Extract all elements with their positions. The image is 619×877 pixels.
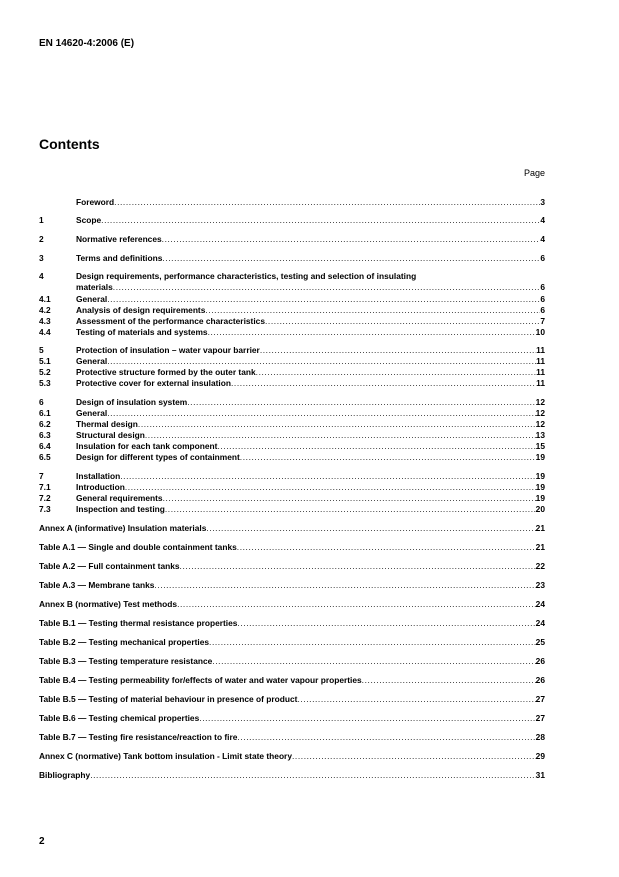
toc-entry[interactable] [39,504,545,515]
toc-entry[interactable] [39,751,545,762]
toc-entry-page: 10 [535,327,545,337]
toc-entry[interactable] [39,367,545,378]
toc-entry[interactable] [39,493,545,504]
toc-entry-number: 6.3 [39,430,51,440]
toc-entry-title: Design for different types of containment [76,452,240,462]
toc-entry-title: General [76,356,108,366]
toc-entry[interactable] [39,523,545,534]
toc-leader-dots [265,316,540,327]
toc-entry-number: 4.1 [39,294,51,304]
toc-entry-page: 11 [536,356,545,366]
toc-leader-dots [199,713,535,724]
toc-entry-title: General requirements [76,493,163,503]
toc-entry-page: 24 [535,618,545,628]
toc-entry-title: Normative references [76,234,162,244]
toc-entry-number: 5.1 [39,356,51,366]
toc-entry-title: Table B.2 — Testing mechanical properties [39,637,210,647]
toc-entry-title: General [76,294,108,304]
toc-entry-title: Table B.3 — Testing temperature resistance [39,656,213,666]
toc-entry[interactable] [39,441,545,452]
toc-entry-page: 6 [540,294,545,304]
toc-entry[interactable] [39,471,545,482]
toc-leader-dots [162,234,541,245]
toc-entry-title: Annex C (normative) Tank bottom insulation - Limit state theory [39,751,292,761]
toc-entry[interactable] [39,618,545,629]
toc-entry-page: 6 [540,305,545,315]
toc-entry-title: Table A.1 — Single and double containment tanks [39,542,237,552]
toc-entry[interactable] [39,234,545,245]
toc-leader-dots [107,408,535,419]
toc-entry[interactable] [39,656,545,667]
page-number: 2 [39,836,45,847]
toc-entry[interactable] [39,542,545,553]
toc-entry-number: 5.2 [39,367,51,377]
toc-leader-dots [205,305,540,316]
toc-entry-title: Annex A (informative) Insulation materials [39,523,207,533]
toc-entry[interactable] [39,305,545,316]
toc-entry-title: Table A.2 — Full containment tanks [39,561,180,571]
toc-entry-page: 12 [535,408,545,418]
toc-entry-title: Table B.1 — Testing thermal resistance properties [39,618,238,628]
toc-entry-title: Table B.5 — Testing of material behaviour in presence of product [39,694,298,704]
toc-entry-number: 6.2 [39,419,51,429]
toc-leader-dots [107,356,536,367]
toc-leader-dots [165,504,536,515]
toc-leader-dots [107,294,540,305]
toc-entry-title: Design of insulation system [76,397,188,407]
toc-leader-dots [120,471,535,482]
toc-leader-dots [209,637,536,648]
toc-entry-page: 27 [535,694,545,704]
toc-entry[interactable] [39,713,545,724]
toc-entry-page: 19 [535,452,545,462]
toc-entry-page: 20 [535,504,545,514]
toc-entry-page: 15 [535,441,545,451]
toc-entry-page: 28 [535,732,545,742]
toc-leader-dots [212,656,535,667]
toc-entry[interactable] [39,561,545,572]
toc-leader-dots [208,327,536,338]
toc-leader-dots [256,367,537,378]
toc-entry-page: 23 [535,580,545,590]
toc-entry-page: 6 [540,253,545,263]
toc-entry-title: Table A.3 — Membrane tanks [39,580,155,590]
toc-entry-title: Insulation for each tank component [76,441,218,451]
toc-leader-dots [163,493,536,504]
toc-entry[interactable] [39,580,545,591]
toc-entry-number: 6.4 [39,441,51,451]
toc-entry[interactable] [39,345,545,356]
toc-entry[interactable] [39,694,545,705]
toc-leader-dots [180,561,536,572]
toc-entry-title: Protective structure formed by the outer tank [76,367,256,377]
toc-entry-page: 19 [535,493,545,503]
toc-leader-dots [138,419,536,430]
toc-entry[interactable] [39,770,545,781]
toc-leader-dots [187,397,535,408]
toc-leader-dots [217,441,535,452]
toc-entry[interactable] [39,271,545,293]
toc-entry-title: Testing of materials and systems [76,327,208,337]
toc-entry[interactable] [39,675,545,686]
toc-leader-dots [240,452,536,463]
toc-entry[interactable] [39,452,545,463]
toc-entry[interactable] [39,430,545,441]
toc-entry[interactable] [39,482,545,493]
toc-entry-title-line1: Design requirements, performance characteristics, testing and selection of insulating [76,271,417,281]
toc-leader-dots [162,253,540,264]
toc-leader-dots [154,580,535,591]
toc-entry-title: General [76,408,108,418]
toc-entry-number: 7.1 [39,482,51,492]
toc-entry-page: 25 [535,637,545,647]
toc-entry[interactable] [39,637,545,648]
toc-leader-dots [260,345,536,356]
toc-entry[interactable] [39,215,545,226]
toc-entry-title: Structural design [76,430,145,440]
toc-entry-page: 26 [535,656,545,666]
toc-entry-page: 21 [535,523,545,533]
toc-entry[interactable] [39,356,545,367]
toc-entry-title: Annex B (normative) Test methods [39,599,178,609]
toc-entry-number: 5.3 [39,378,51,388]
toc-entry-page: 26 [535,675,545,685]
toc-entry-page: 11 [536,367,545,377]
toc-entry-title: Terms and definitions [76,253,163,263]
toc-entry-title: materials [76,282,113,292]
toc-entry-page: 4 [540,215,545,225]
toc-entry-title: Thermal design [76,419,138,429]
page-column-label: Page [523,168,545,178]
toc-entry[interactable] [39,378,545,389]
toc-entry-page: 12 [535,419,545,429]
toc-leader-dots [362,675,536,686]
toc-entry[interactable] [39,397,545,408]
document-id: EN 14620-4:2006 (E) [39,38,135,49]
toc-entry[interactable] [39,732,545,743]
toc-entry-number: 6 [39,397,44,407]
page-title: Contents [39,136,100,152]
toc-leader-dots [90,770,535,781]
toc-leader-dots [206,523,535,534]
toc-entry-page: 21 [535,542,545,552]
toc-entry-page: 13 [535,430,545,440]
toc-leader-dots [114,197,540,208]
toc-entry-page: 6 [540,282,545,292]
toc-leader-dots [125,482,536,493]
toc-leader-dots [237,732,535,743]
toc-entry[interactable] [39,253,545,264]
toc-entry-number: 6.1 [39,408,51,418]
toc-entry-number: 7 [39,471,44,481]
toc-entry-number: 1 [39,215,44,225]
toc-entry-title: Inspection and testing [76,504,165,514]
toc-entry-page: 22 [535,561,545,571]
toc-entry[interactable] [39,316,545,327]
toc-entry-number: 5 [39,345,44,355]
toc-entry-page: 29 [535,751,545,761]
toc-entry-number: 3 [39,253,44,263]
toc-entry-page: 11 [536,378,545,388]
toc-entry-page: 3 [540,197,545,207]
toc-leader-dots [177,599,536,610]
toc-entry-title: Protective cover for external insulation [76,378,231,388]
toc-leader-dots [292,751,536,762]
toc-leader-dots [113,282,541,293]
toc-entry-number: 4 [39,271,44,281]
toc-entry-title: Assessment of the performance characteristics [76,316,265,326]
toc-entry-page: 27 [535,713,545,723]
toc-entry[interactable] [39,327,545,338]
toc-entry-title: Table B.7 — Testing fire resistance/reaction to fire [39,732,238,742]
toc-entry-title: Table B.4 — Testing permeability for/effects of water and water vapour properties [39,675,362,685]
toc-entry[interactable] [39,408,545,419]
toc-leader-dots [101,215,540,226]
toc-entry-number: 4.2 [39,305,51,315]
toc-entry-title: Foreword [76,197,115,207]
toc-entry-number: 7.3 [39,504,51,514]
toc-entry-page: 24 [535,599,545,609]
toc-entry[interactable] [39,294,545,305]
toc-entry-title: Protection of insulation – water vapour barrier [76,345,260,355]
toc-entry-page: 4 [540,234,545,244]
toc-entry-number: 7.2 [39,493,51,503]
toc-entry-page: 19 [535,471,545,481]
toc-leader-dots [145,430,536,441]
toc-entry-number: 2 [39,234,44,244]
toc-entry[interactable] [39,197,545,208]
toc-leader-dots [297,694,535,705]
toc-entry-title: Bibliography [39,770,91,780]
toc-entry[interactable] [39,599,545,610]
toc-leader-dots [231,378,536,389]
toc-leader-dots [237,618,535,629]
toc-entry-title: Analysis of design requirements [76,305,206,315]
toc-entry-number: 6.5 [39,452,51,462]
toc-entry-title: Table B.6 — Testing chemical properties [39,713,200,723]
toc-entry-number: 4.4 [39,327,51,337]
toc-entry-title: Introduction [76,482,125,492]
toc-entry-title: Scope [76,215,102,225]
toc-entry-page: 19 [535,482,545,492]
toc-entry-page: 11 [536,345,545,355]
toc-entry[interactable] [39,419,545,430]
toc-entry-page: 31 [535,770,545,780]
toc-entry-number: 4.3 [39,316,51,326]
toc-leader-dots [237,542,536,553]
toc-entry-page: 7 [540,316,545,326]
toc-entry-title: Installation [76,471,121,481]
toc-entry-page: 12 [535,397,545,407]
